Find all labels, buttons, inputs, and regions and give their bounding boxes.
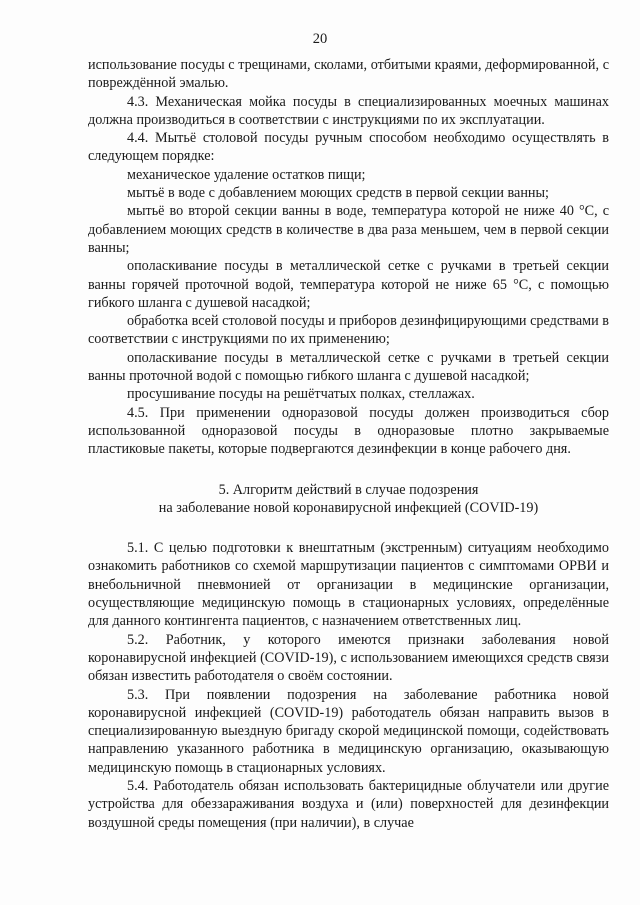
list-item-second-section-wash: мытьё во второй секции ванны в воде, температура которой не ниже 40 °С, с добавлением моющих средств в количестве в два раза меньшем, чем в первой секции ванны; [88,203,609,256]
list-item-rinse: ополаскивание посуды в металлической сетке с ручками в третьей секции ванны проточной водой с помощью гибкого шланга с душевой насадкой; [88,349,609,385]
paragraph-5-1: 5.1. С целью подготовки к внештатным (экстренным) ситуациям необходимо ознакомить работников со схемой маршрутизации пациентов с симптомами ОРВИ и внебольничной пневмонией от организации в медицинские организации, осуществляющие медицинскую помощь в стационарных условиях, определённые для данного контингента пациентов, с назначением ответственных лиц. [88,540,609,630]
section-heading-line-1: 5. Алгоритм действий в случае подозрения [218,481,479,498]
section-heading-line-2: на заболевание новой коронавирусной инфекцией (COVID-19) [158,499,539,516]
list-item-disinfection: обработка всей столовой посуды и приборов дезинфицирующими средствами в соответствии с инструкциями по их применению; [88,313,609,348]
list-item-drying: просушивание посуды на решётчатых полках, стеллажах. [127,386,475,403]
list-item-hot-rinse: ополаскивание посуды в металлической сетке с ручками в третьей секции ванны горячей проточной водой, температура которой не ниже 65 °С, с помощью гибкого шланга с душевой насадкой; [88,258,609,311]
section-heading [88,481,609,518]
document-body [88,56,609,832]
list-item-first-section-wash: мытьё в воде с добавлением моющих средств в первой секции ванны; [127,185,549,202]
paragraph-4-5: 4.5. При применении одноразовой посуды должен производиться сбор использованной одноразовой посуды в одноразовые плотно закрываемые пластиковые пакеты, которые подвергаются дезинфекции в конце рабочего дня. [88,404,609,458]
list-item-food-removal: механическое удаление остатков пищи; [127,166,366,183]
paragraph-5-4: 5.4. Работодатель обязан использовать бактерицидные облучатели или другие устройства для обеззараживания воздуха и (или) поверхностей для дезинфекции воздушной среды помещения (при наличии), в случае [88,777,609,831]
page-number: 20 [312,31,328,47]
paragraph-continuation: использование посуды с трещинами, сколами, отбитыми краями, деформированной, с повреждённой эмалью. [88,57,609,92]
paragraph-4-4: 4.4. Мытьё столовой посуды ручным способом необходимо осуществлять в следующем порядке: [88,130,609,165]
paragraph-4-3: 4.3. Механическая мойка посуды в специализированных моечных машинах должна производиться в соответствии с инструкциями по их эксплуатации. [88,93,609,128]
paragraph-5-3: 5.3. При появлении подозрения на заболевание работника новой коронавирусной инфекцией (COVID-19) работодатель обязан направить вызов в специализированную выездную бригаду скорой медицинской помощи, содействовать направлению указанного работника в медицинскую организацию, оказывающую медицинскую помощь в стационарных условиях. [88,686,609,776]
paragraph-5-2: 5.2. Работник, у которого имеются признаки заболевания новой коронавирусной инфекцией (COVID-19), с использованием имеющихся средств связи обязан известить работодателя о своём состоянии. [88,631,609,685]
